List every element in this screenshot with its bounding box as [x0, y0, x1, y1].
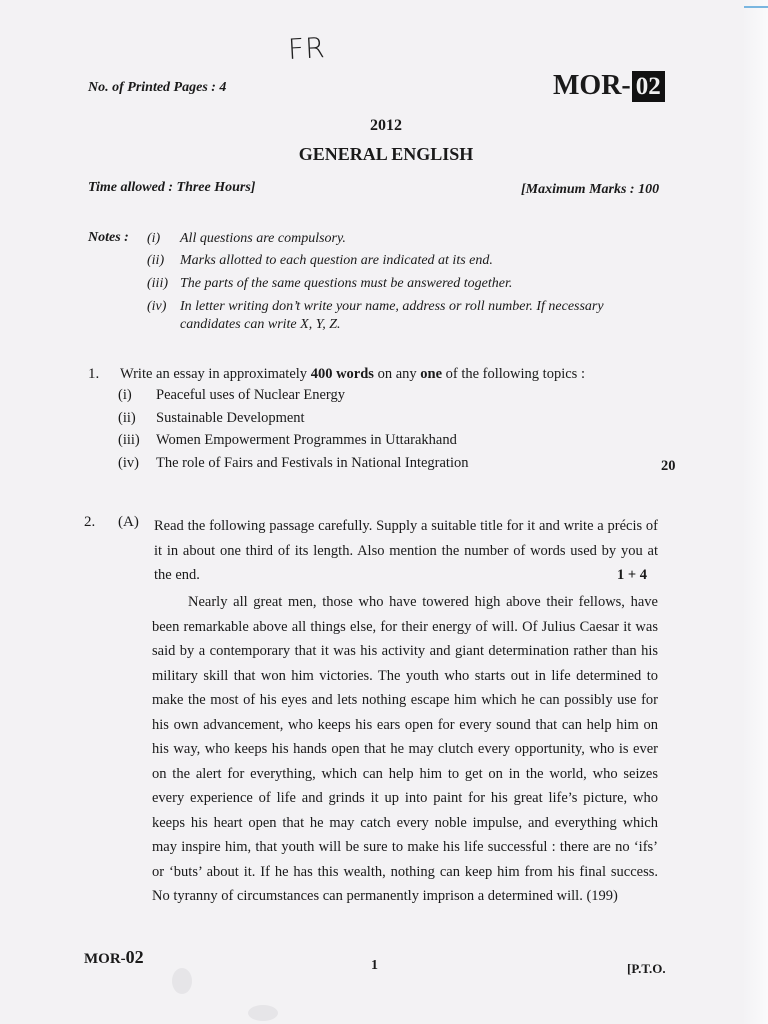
- smudge: [172, 968, 192, 994]
- question-1-prompt: [120, 366, 585, 383]
- paper-code-prefix: MOR-: [553, 70, 631, 101]
- topic-item: [118, 455, 558, 475]
- question-2-number: 2.: [84, 514, 96, 530]
- time-allowed: Time allowed : Three Hours]: [88, 180, 256, 195]
- question-1-marks: 20: [661, 458, 676, 474]
- footer-code-number: 02: [125, 947, 144, 967]
- paper-code-number: 02: [632, 71, 665, 102]
- topic-text: Peaceful uses of Nuclear Energy: [156, 387, 345, 403]
- edge-line: [744, 6, 768, 8]
- note-item: [147, 230, 667, 250]
- prompt-start: Write an essay in approximately: [120, 366, 308, 382]
- topic-number: (i): [118, 387, 132, 403]
- topic-text: The role of Fairs and Festivals in National Integration: [156, 455, 469, 471]
- notes-label: Notes :: [88, 230, 129, 245]
- paper-code: [553, 70, 665, 102]
- note-item: [147, 298, 667, 338]
- exam-title: GENERAL ENGLISH: [298, 144, 474, 164]
- note-text: The parts of the same questions must be answered together.: [180, 276, 513, 291]
- topic-number: (ii): [118, 410, 136, 426]
- topic-number: (iv): [118, 455, 139, 471]
- topic-text: Sustainable Development: [156, 410, 305, 426]
- note-text: All questions are compulsory.: [180, 231, 346, 246]
- question-2-marks: 1 + 4: [617, 567, 648, 583]
- topic-text: Women Empowerment Programmes in Uttarakhand: [156, 432, 457, 448]
- exam-year: 2012: [370, 117, 402, 134]
- page-number: 1: [371, 958, 378, 973]
- note-number: (i): [147, 231, 161, 246]
- topic-item: [118, 410, 558, 430]
- prompt-mid: on any: [377, 366, 417, 382]
- prompt-word-count: 400 words: [310, 366, 374, 382]
- note-number: (iv): [147, 299, 167, 314]
- topic-item: [118, 387, 558, 407]
- question-2-part: (A): [118, 514, 139, 530]
- note-number: (ii): [147, 253, 165, 268]
- note-number: (iii): [147, 276, 168, 291]
- pto-label: [P.T.O.: [627, 961, 666, 976]
- note-text: Marks allotted to each question are indicated at its end.: [180, 253, 493, 268]
- maximum-marks: [Maximum Marks : 100: [521, 182, 660, 197]
- smudge: [248, 1005, 278, 1021]
- note-item: [147, 275, 667, 295]
- topic-number: (iii): [118, 432, 140, 448]
- question-1-number: 1.: [88, 366, 100, 382]
- note-item: [147, 252, 667, 272]
- footer-code-prefix: MOR-: [84, 951, 126, 967]
- topic-item: [118, 432, 558, 452]
- prompt-end: of the following topics :: [445, 366, 585, 382]
- handwritten-note: FR: [287, 31, 327, 66]
- prompt-one: one: [420, 366, 442, 382]
- question-2-instruction: Read the following passage carefully. Supply a suitable title for it and write a précis of it in about one third of its length. Also mention the number of words used by you at the end.: [154, 518, 658, 583]
- printed-pages: No. of Printed Pages : 4: [88, 80, 227, 95]
- note-text: In letter writing don’t write your name, address or roll number. If necessary candidates can write X, Y, Z.: [180, 299, 604, 332]
- question-2-passage: Nearly all great men, those who have towered high above their fellows, have been remarkable above all things else, for their energy of will. Of Julius Caesar it was said by a contemporary that it was his activity and giant determination rather than his military skill that won him victories. The youth who starts out in life determined to make the most of his eyes and lets nothing escape him which he can possibly use for his own advancement, who keeps his ears open for every sound that can help him on his way, who keeps his hands open that he may clutch every opportunity, who is ever on the alert for everything, which can help him to get on in the world, who seizes every experience of life and grinds it up into paint for his great life’s picture, who keeps his heart open that he may catch every noble impulse, and everything which may inspire him, that youth will be sure to make his life successful : there are no ‘ifs’ or ‘buts’ about it. If he has this wealth, nothing can keep him from his final success. No tyranny of circumstances can permanently imprison a determined will. (199): [152, 594, 658, 904]
- footer-paper-code: [84, 947, 144, 968]
